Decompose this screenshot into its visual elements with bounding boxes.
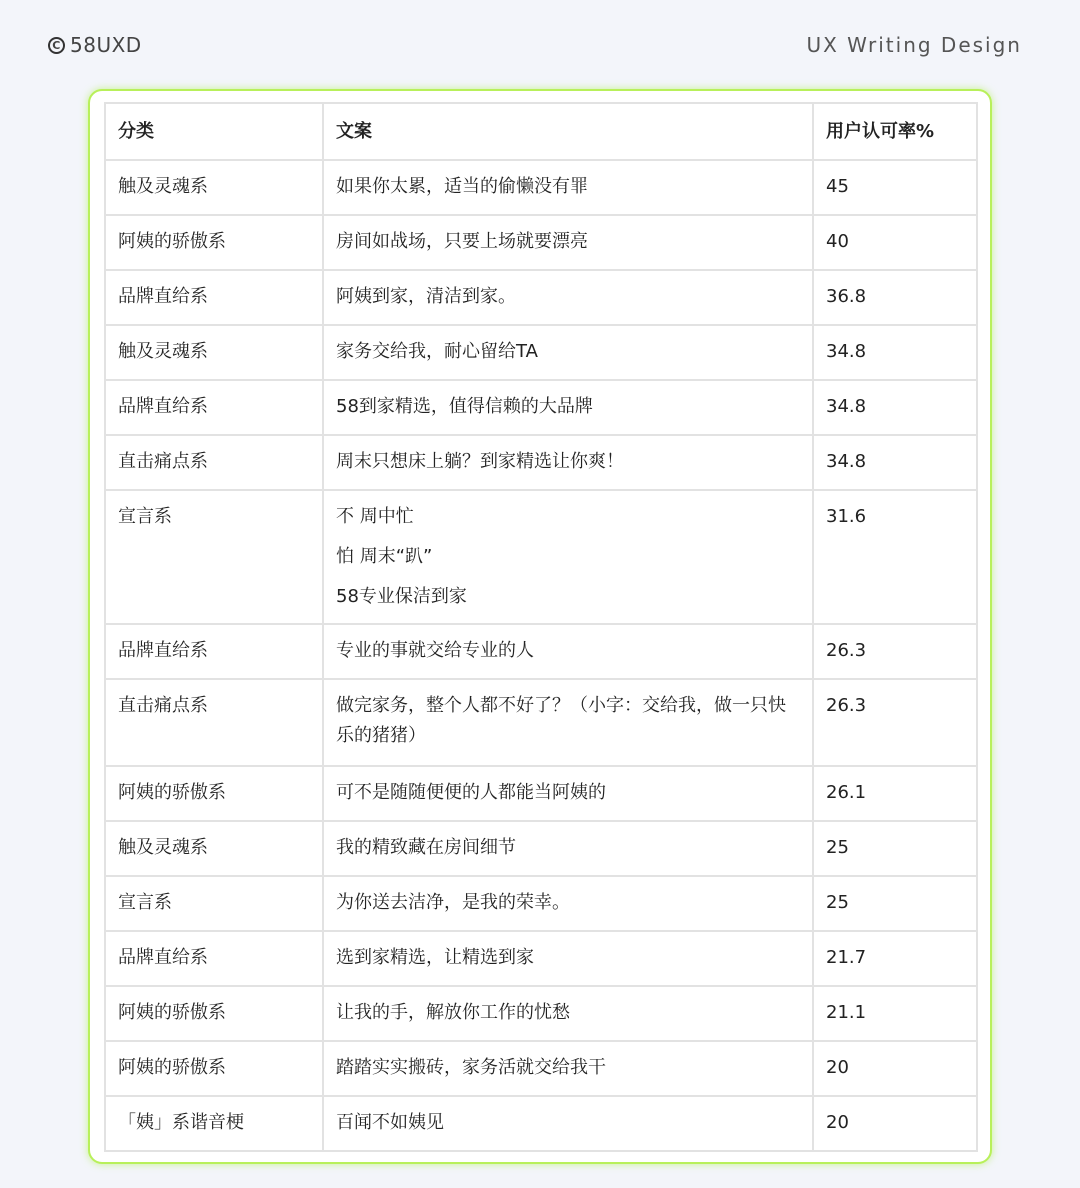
copy-line: 不 周中忙: [336, 506, 414, 527]
table-row: [105, 160, 977, 215]
category-cell: 品牌直给系: [105, 380, 323, 435]
rate-cell: 26.3: [813, 679, 977, 766]
category-cell: 品牌直给系: [105, 624, 323, 679]
category-cell: 品牌直给系: [105, 270, 323, 325]
category-cell: 阿姨的骄傲系: [105, 766, 323, 821]
category-cell: 触及灵魂系: [105, 325, 323, 380]
category-cell: 宣言系: [105, 490, 323, 624]
table-row: [105, 679, 977, 766]
copy-cell: 房间如战场，只要上场就要漂亮: [323, 215, 813, 270]
table-row: [105, 1096, 977, 1151]
table-card: [88, 89, 992, 1164]
copy-cell: 百闻不如姨见: [323, 1096, 813, 1151]
category-cell: 「姨」系谐音梗: [105, 1096, 323, 1151]
copy-cell: [323, 490, 813, 624]
brand-logo: [48, 33, 142, 57]
copy-cell: 选到家精选，让精选到家: [323, 931, 813, 986]
rate-cell: 20: [813, 1096, 977, 1151]
header-category: 分类: [105, 103, 323, 160]
category-cell: 宣言系: [105, 876, 323, 931]
copy-rating-table: [104, 102, 978, 1152]
table-row: [105, 876, 977, 931]
rate-cell: 25: [813, 821, 977, 876]
copy-cell: 58到家精选，值得信赖的大品牌: [323, 380, 813, 435]
rate-cell: 25: [813, 876, 977, 931]
copy-cell: 专业的事就交给专业的人: [323, 624, 813, 679]
category-cell: 触及灵魂系: [105, 160, 323, 215]
rate-cell: 21.1: [813, 986, 977, 1041]
category-cell: 阿姨的骄傲系: [105, 986, 323, 1041]
copy-cell: 做完家务，整个人都不好了？（小字：交给我，做一只快乐的猪猪）: [323, 679, 813, 766]
category-cell: 触及灵魂系: [105, 821, 323, 876]
table-row: [105, 435, 977, 490]
rate-cell: 21.7: [813, 931, 977, 986]
copy-cell: 周末只想床上躺？到家精选让你爽！: [323, 435, 813, 490]
rate-cell: 36.8: [813, 270, 977, 325]
table-header-row: [105, 103, 977, 160]
copy-cell: 家务交给我，耐心留给TA: [323, 325, 813, 380]
copy-cell: 我的精致藏在房间细节: [323, 821, 813, 876]
brand-name: 58UXD: [70, 33, 142, 57]
copy-line: 怕 周末“趴”: [336, 546, 433, 567]
rate-cell: 26.1: [813, 766, 977, 821]
table-row: [105, 821, 977, 876]
page-tagline: UX Writing Design: [806, 33, 1022, 57]
rate-cell: 31.6: [813, 490, 977, 624]
table-row: [105, 766, 977, 821]
rate-cell: 34.8: [813, 325, 977, 380]
table-row: [105, 1041, 977, 1096]
header-rate: 用户认可率%: [813, 103, 977, 160]
category-cell: 直击痛点系: [105, 435, 323, 490]
copyright-icon: C: [48, 37, 65, 54]
copy-cell: 让我的手，解放你工作的忧愁: [323, 986, 813, 1041]
rate-cell: 34.8: [813, 380, 977, 435]
copy-cell: 可不是随随便便的人都能当阿姨的: [323, 766, 813, 821]
copy-cell: 踏踏实实搬砖，家务活就交给我干: [323, 1041, 813, 1096]
category-cell: 品牌直给系: [105, 931, 323, 986]
rate-cell: 40: [813, 215, 977, 270]
table-row: [105, 215, 977, 270]
copy-cell: 为你送去洁净，是我的荣幸。: [323, 876, 813, 931]
table-row: [105, 325, 977, 380]
copy-cell: 阿姨到家，清洁到家。: [323, 270, 813, 325]
rate-cell: 20: [813, 1041, 977, 1096]
category-cell: 阿姨的骄傲系: [105, 1041, 323, 1096]
rate-cell: 34.8: [813, 435, 977, 490]
rate-cell: 45: [813, 160, 977, 215]
copy-line: 58专业保洁到家: [336, 586, 467, 607]
table-row: [105, 624, 977, 679]
rate-cell: 26.3: [813, 624, 977, 679]
table-row: [105, 270, 977, 325]
table-row: [105, 986, 977, 1041]
table-row: [105, 490, 977, 624]
category-cell: 直击痛点系: [105, 679, 323, 766]
category-cell: 阿姨的骄傲系: [105, 215, 323, 270]
header-copy: 文案: [323, 103, 813, 160]
table-row: [105, 931, 977, 986]
table-row: [105, 380, 977, 435]
copy-cell: 如果你太累，适当的偷懒没有罪: [323, 160, 813, 215]
